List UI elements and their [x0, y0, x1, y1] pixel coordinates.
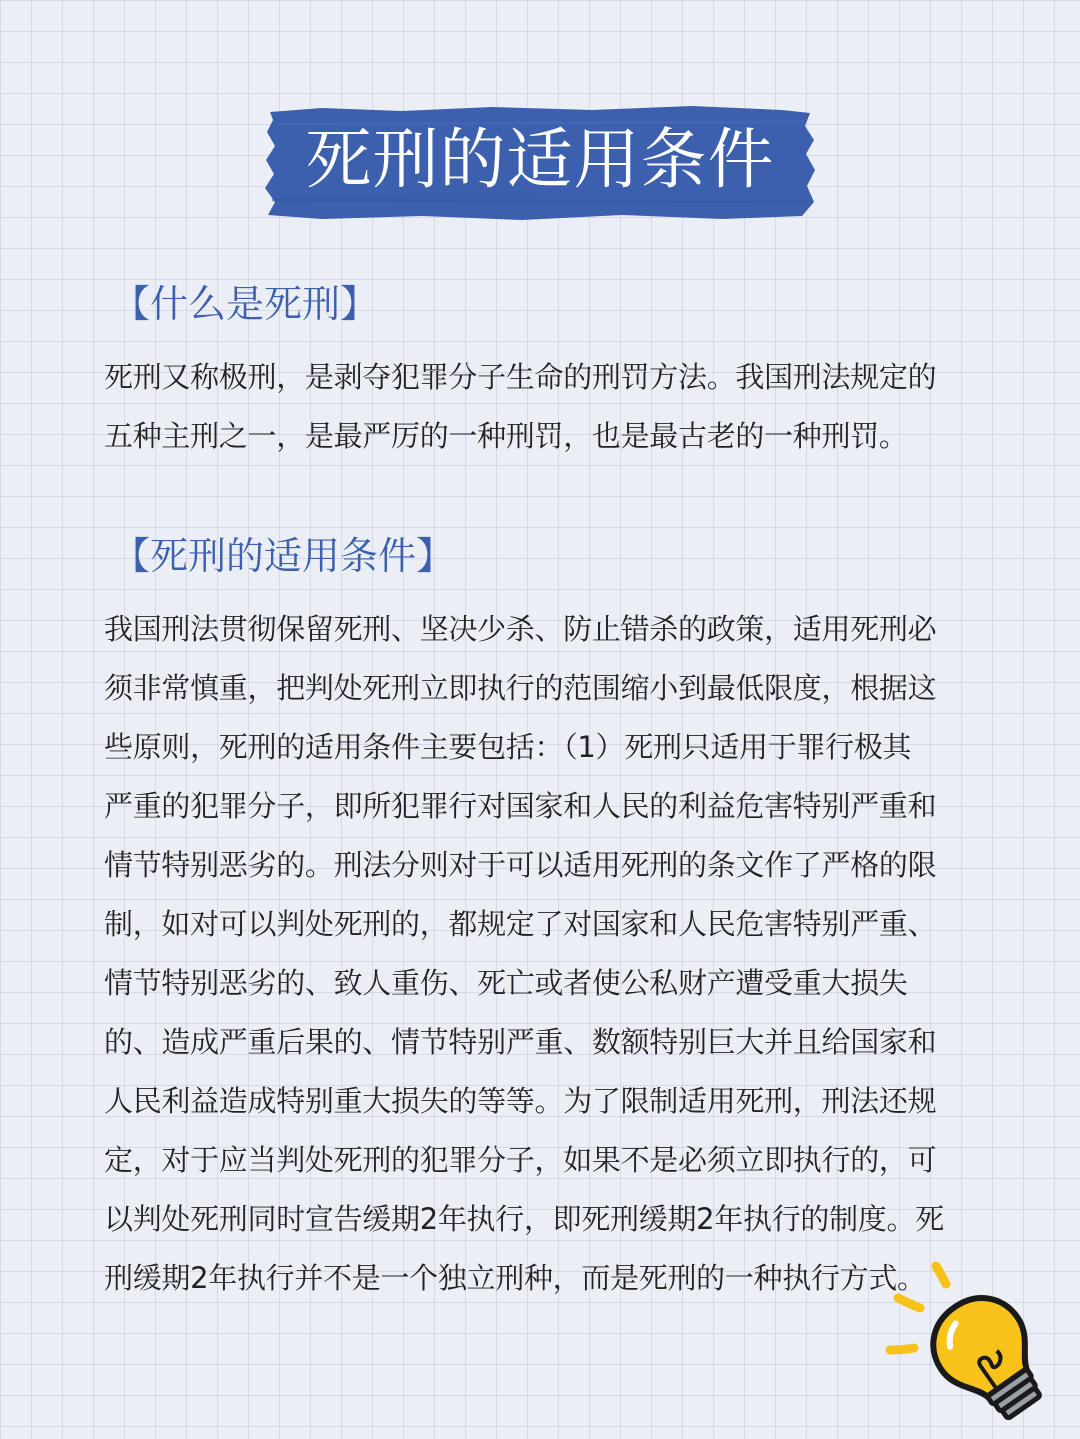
paragraph-line: 情节特别恶劣的、致人重伤、死亡或者使公私财产遭受重大损失 [104, 966, 908, 1000]
paragraph-line: 定，对于应当判处死刑的犯罪分子，如果不是必须立即执行的，可 [104, 1143, 937, 1177]
paragraph-line: 人民利益造成特别重大损失的等等。为了限制适用死刑，刑法还规 [104, 1084, 937, 1118]
paragraph-line: 严重的犯罪分子，即所犯罪行对国家和人民的利益危害特别严重和 [104, 789, 937, 823]
paragraph-line: 刑缓期2年执行并不是一个独立刑种，而是死刑的一种执行方式。 [104, 1261, 926, 1295]
paragraph-line: 的、造成严重后果的、情节特别严重、数额特别巨大并且给国家和 [104, 1025, 937, 1059]
paragraph-line: 死刑又称极刑，是剥夺犯罪分子生命的刑罚方法。我国刑法规定的 [104, 360, 937, 394]
section-paragraph-what-is-death-penalty [104, 348, 966, 466]
section-heading-applicable-conditions: 【死刑的适用条件】 [112, 534, 455, 578]
paragraph-line: 制，如对可以判处死刑的，都规定了对国家和人民危害特别严重、 [104, 907, 937, 941]
paragraph-line: 五种主刑之一，是最严厉的一种刑罚，也是最古老的一种刑罚。 [104, 419, 908, 453]
section-heading-what-is-death-penalty: 【什么是死刑】 [112, 282, 379, 326]
title-banner [262, 104, 818, 222]
paragraph-line: 须非常慎重，把判处死刑立即执行的范围缩小到最低限度，根据这 [104, 671, 937, 705]
light-bulb-icon [884, 1258, 1044, 1427]
paragraph-line: 我国刑法贯彻保留死刑、坚决少杀、防止错杀的政策，适用死刑必 [104, 612, 937, 646]
paragraph-line: 以判处死刑同时宣告缓期2年执行，即死刑缓期2年执行的制度。死 [104, 1202, 944, 1236]
paragraph-line: 情节特别恶劣的。刑法分则对于可以适用死刑的条文作了严格的限 [104, 848, 937, 882]
page-title: 死刑的适用条件 [305, 121, 775, 198]
section-paragraph-applicable-conditions [104, 600, 966, 1308]
paragraph-line: 些原则，死刑的适用条件主要包括：（1）死刑只适用于罪行极其 [104, 730, 912, 764]
